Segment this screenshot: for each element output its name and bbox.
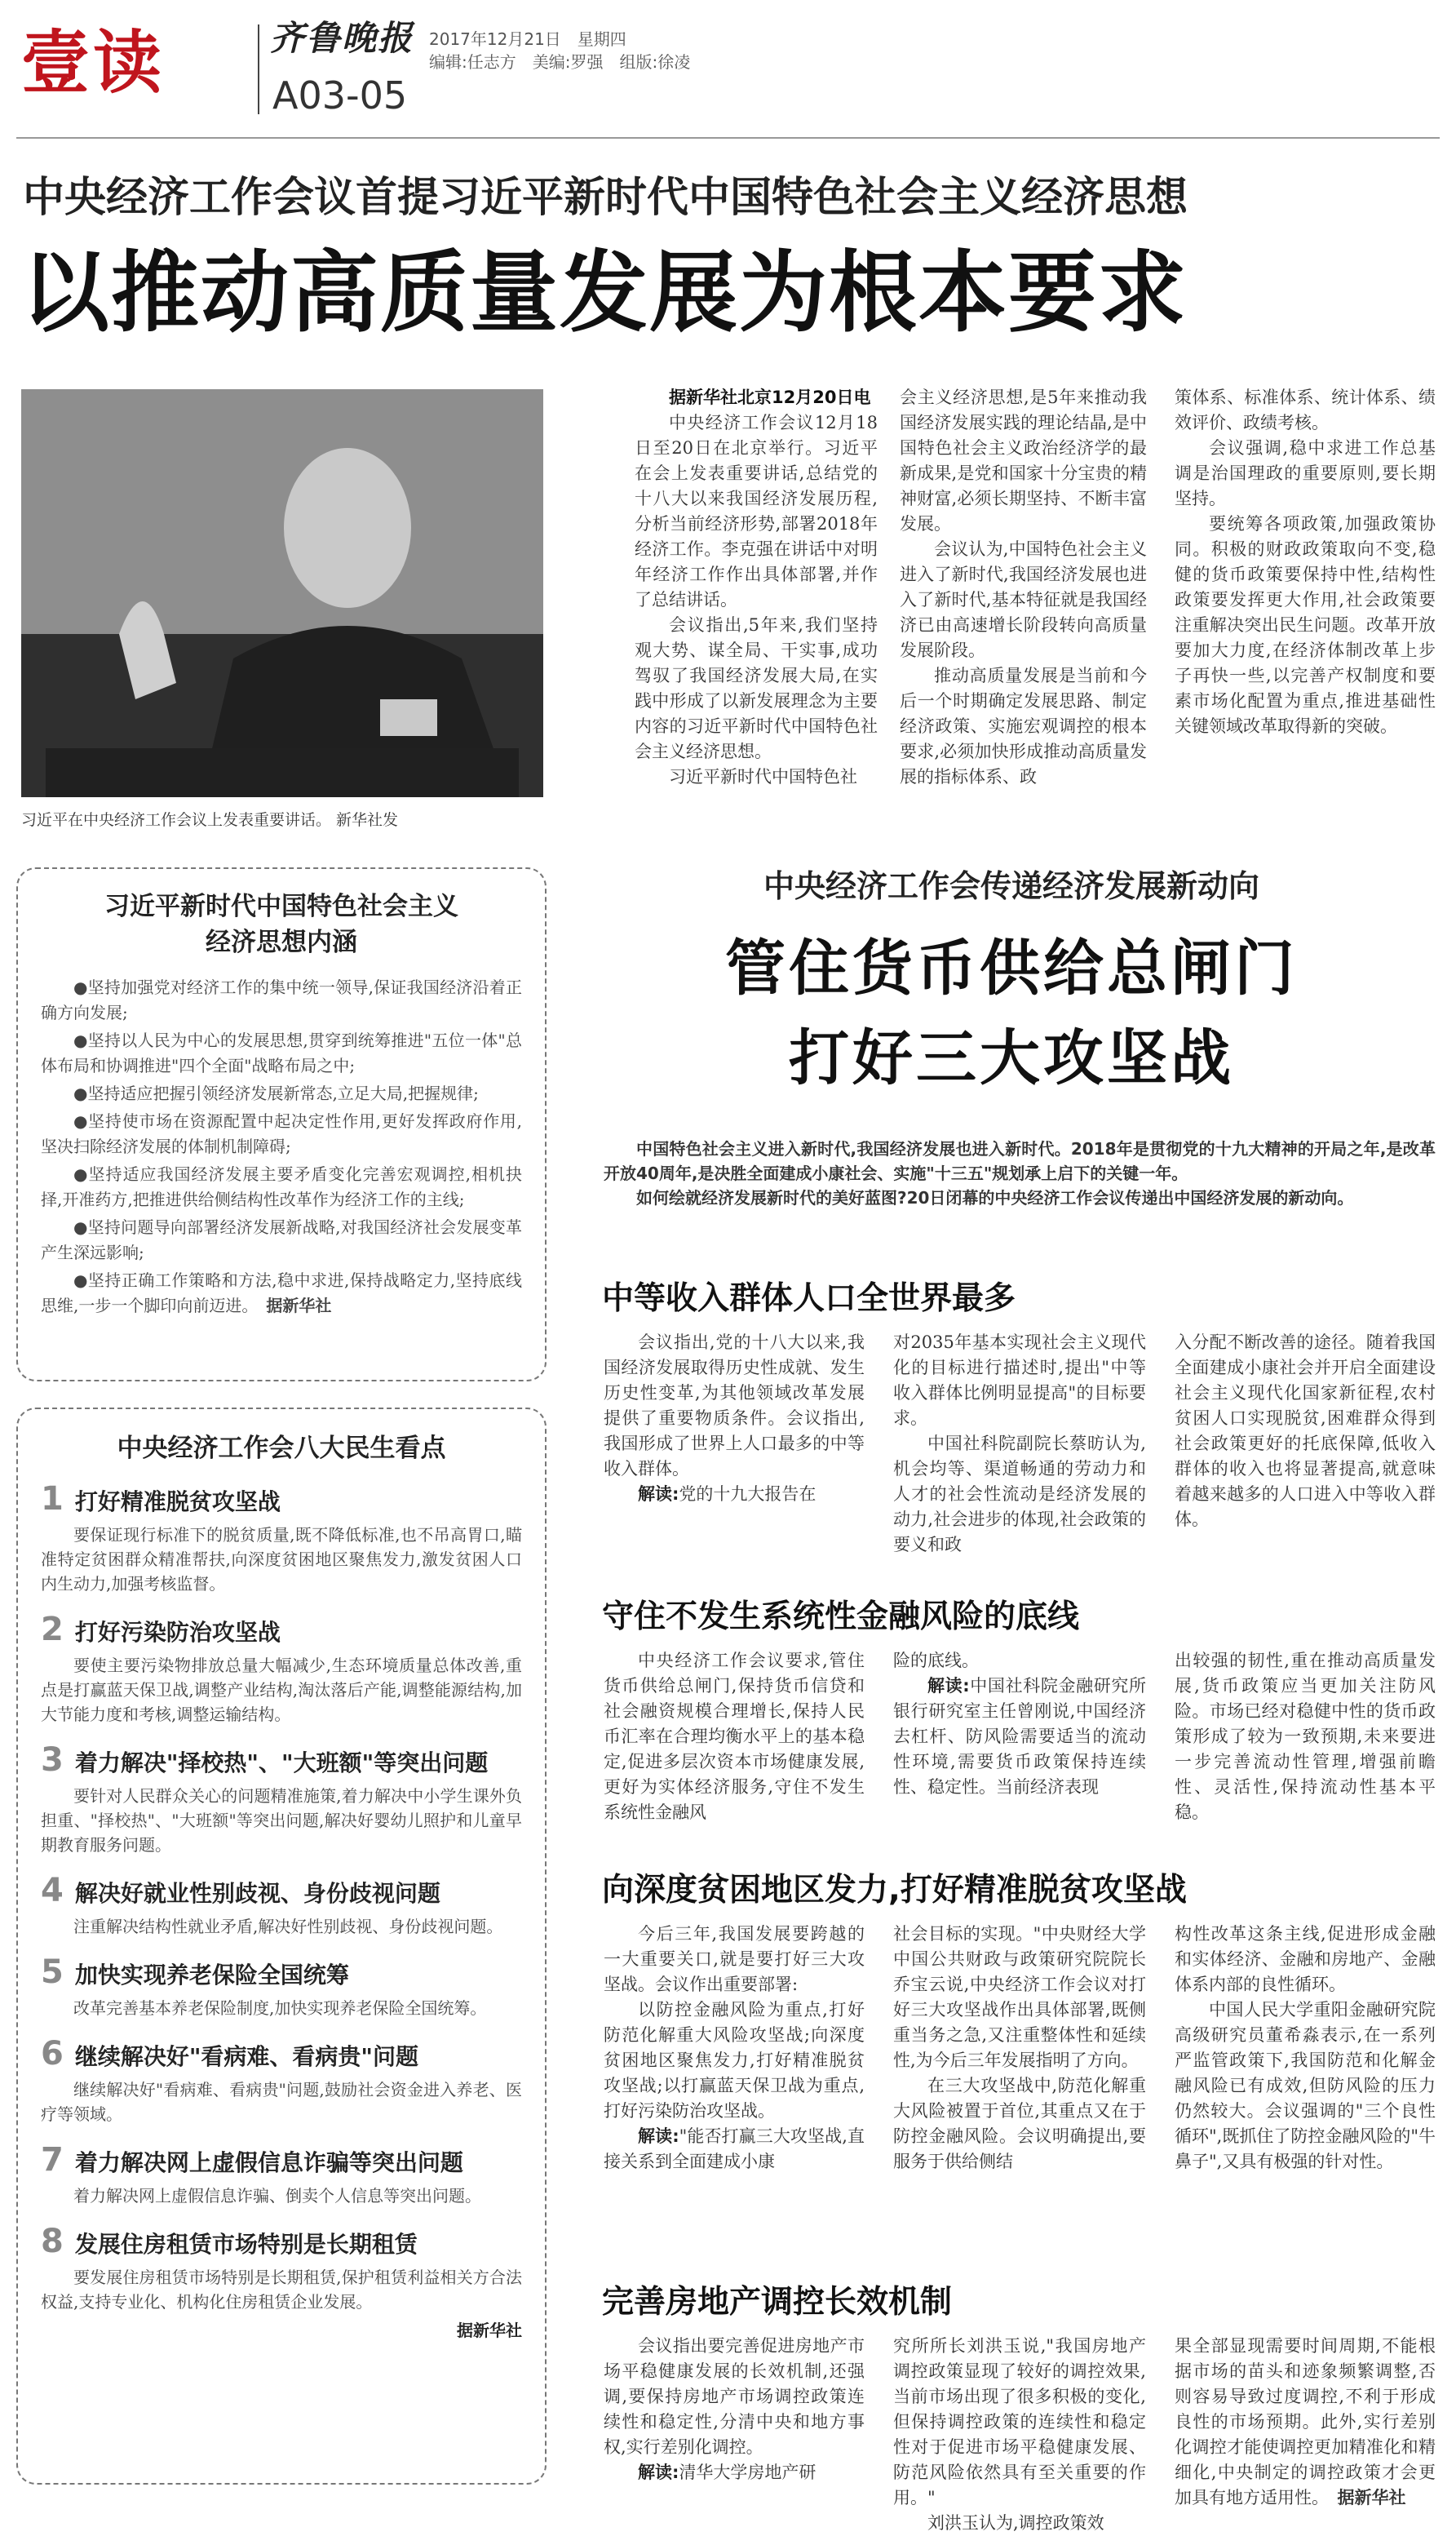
photo-caption: 习近平在中央经济工作会议上发表重要讲话。 新华社发 [21,811,399,829]
thought-item: ●坚持使市场在资源配置中起决定性作用,更好发挥政府作用,坚决扫除经济发展的体制机制障碍; [41,1111,522,1156]
box-title-line-1: 习近平新时代中国特色社会主义 [104,892,458,921]
paragraph: 构性改革这条主线,促进形成金融和实体经济、金融和房地产、金融体系内部的良性循环。 [1175,1924,1436,1994]
section-column [893,1922,1146,2256]
lead-headline: 以推动高质量发展为根本要求 [21,242,1188,344]
section-column [893,2334,1146,2533]
dateline: 据新华社北京12月20日电 [669,388,871,407]
analysis-label: 解读: [638,2463,679,2482]
paragraph-text: 党的十九大报告在 [679,1484,817,1504]
lead-column-1 [635,385,878,797]
thought-item: ●坚持适应把握引领经济发展新常态,立足大局,把握规律; [73,1084,479,1103]
paragraph: 究所所长刘洪玉说,"我国房地产调控政策显现了较好的调控效果,当前市场出现了很多积极的变化,但保持调控政策的连续性和稳定性对于促进市场平稳健康发展、防范风险依然具有至关重要的作用。" [893,2336,1146,2507]
source-credit: 据新华社 [1337,2488,1406,2507]
thought-list [41,975,522,1319]
thought-item: ●坚持问题导向部署经济发展新战略,对我国经济社会发展变革产生深远影响; [41,1217,522,1262]
box-title: 中央经济工作会八大民生看点 [117,1434,446,1463]
page-number: A03-05 [272,73,408,117]
thought-item [41,1268,522,1319]
item-number: 6 [41,2035,64,2073]
paragraph: 会议指出,5年来,我们坚持观大势、谋全局、干实事,成功驾驭了我国经济发展大局,在实践中形成了以新发展理念为主要内容的习近平新时代中国特色社会主义经济思想。 [635,615,878,761]
item-body: 着力解决网上虚假信息诈骗、倒卖个人信息等突出问题。 [73,2186,481,2206]
item-head [41,2223,522,2260]
section-title: 壹读 [21,23,166,103]
item-title: 发展住房租赁市场特别是长期租赁 [74,2231,418,2258]
item-title: 着力解决"择校热"、"大班额"等突出问题 [74,1749,489,1776]
analysis-label: 解读: [638,2126,679,2146]
item-head [41,2141,522,2179]
item-number: 4 [41,1872,64,1909]
paragraph: 策体系、标准体系、统计体系、绩效评价、政绩考核。 [1175,388,1436,432]
item-head [41,1872,522,1909]
paragraph: 习近平新时代中国特色社 [669,767,857,787]
lead-column-3 [1175,385,1436,797]
thought-item: ●坚持适应我国经济发展主要矛盾变化完善宏观调控,相机抉择,开准药方,把推进供给侧结构性改革作为经济工作的主线; [41,1164,522,1209]
paragraph [893,1674,1146,1800]
second-intro [604,1137,1436,1210]
paragraph: 会议强调,稳中求进工作总基调是治国理政的重要原则,要长期坚持。 [1175,438,1436,508]
livelihood-item [41,1953,522,2020]
item-number: 3 [41,1741,64,1779]
paragraph [604,2460,865,2485]
paragraph-text: 清华大学房地产研 [679,2463,817,2482]
paragraph: 社会目标的实现。"中央财经大学中国公共财政与政策研究院院长乔宝云说,中央经济工作会议对打好三大攻坚战作出具体部署,既侧重当务之急,又注重整体性和延续性,为今后三年发展指明了方向。 [893,1924,1146,2070]
livelihood-box [16,1408,547,2485]
paragraph: 今后三年,我国发展要跨越的一大重要关口,就是要打好三大攻坚战。会议作出重要部署: [604,1924,865,1994]
item-head [41,1480,522,1518]
paragraph: 在三大攻坚战中,防范化解重大风险被置于首位,其重点又在于防控金融风险。会议明确提出,要服务于供给侧结 [893,2076,1146,2171]
section-title: 向深度贫困地区发力,打好精准脱贫攻坚战 [602,1872,1187,1909]
item-number: 1 [41,1480,64,1518]
thought-item-text: ●坚持正确工作策略和方法,稳中求进,保持战略定力,坚持底线思维,一步一个脚印向前迈进。 [41,1270,522,1315]
item-head [41,1953,522,1991]
source-credit: 据新华社 [266,1296,332,1315]
item-title: 继续解决好"看病难、看病贵"问题 [74,2043,419,2070]
section-title: 完善房地产调控长效机制 [602,2284,953,2321]
paragraph: 以防控金融风险为重点,打好防范化解重大风险攻坚战;向深度贫困地区聚焦发力,打好精准脱贫攻坚战;以打赢蓝天保卫战为重点,打好污染防治攻坚战。 [604,2000,865,2121]
section-column [893,1648,1146,1844]
lead-photo [21,389,543,797]
paragraph-text: "能否打赢三大攻坚战,直接关系到全面建成小康 [604,2126,865,2171]
section-title: 守住不发生系统性金融风险的底线 [602,1598,1080,1635]
second-headline-1: 管住货币供给总闸门 [725,933,1298,1004]
intro-paragraph: 中国特色社会主义进入新时代,我国经济发展也进入新时代。2018年是贯彻党的十九大精神的开局之年,是改革开放40周年,是决胜全面建成小康社会、实施"十三五"规划承上启下的关键一年。 [604,1139,1436,1183]
paragraph [1175,2334,1436,2511]
livelihood-item [41,2141,522,2208]
masthead [21,8,1441,131]
section-column [604,2334,865,2489]
box-title-line-2: 经济思想内涵 [206,928,357,957]
item-title: 打好精准脱贫攻坚战 [74,1488,281,1515]
paragraph [604,1482,865,1507]
item-number: 5 [41,1953,64,1991]
editor-credits: 编辑:任志方 美编:罗强 组版:徐凌 [429,52,691,72]
livelihood-item [41,1611,522,1727]
item-head [41,1741,522,1779]
item-head [41,2035,522,2073]
item-body: 继续解决好"看病难、看病贵"问题,鼓励社会资金进入养老、医疗等领域。 [41,2080,522,2124]
issue-date: 2017年12月21日 星期四 [429,29,626,49]
newspaper-logo: 齐鲁晚报 [270,18,414,58]
lead-column-2 [900,385,1147,797]
item-body: 要发展住房租赁市场特别是长期租赁,保护租赁利益相关方合法权益,支持专业化、机构化住房租赁企业发展。 [41,2268,522,2312]
item-body: 注重解决结构性就业矛盾,解决好性别歧视、身份歧视问题。 [73,1917,503,1936]
header-rule [16,137,1440,139]
paragraph: 中国人民大学重阳金融研究院高级研究员董希淼表示,在一系列严监管政策下,我国防范和化解金融风险已有成效,但防风险的压力仍然较大。会议强调的"三个良性循环",既抓住了防控金融风险的"牛鼻子",又具有极强的针对性。 [1175,2000,1436,2171]
paragraph [604,2124,865,2175]
section-title: 中等收入群体人口全世界最多 [602,1280,1016,1317]
livelihood-item [41,1741,522,1857]
analysis-label: 解读: [638,1484,679,1504]
paragraph: 中国社科院副院长蔡昉认为,机会均等、渠道畅通的劳动力和人才的社会性流动是经济发展的动力,社会进步的体现,社会政策的要义和政 [893,1434,1146,1554]
livelihood-item [41,2223,522,2341]
paragraph: 中央经济工作会议要求,管住货币供给总闸门,保持货币信贷和社会融资规模合理增长,保持人民币汇率在合理均衡水平上的基本稳定,促进多层次资本市场健康发展,更好为实体经济服务,守住不发生系统性金融风 [604,1651,865,1822]
livelihood-item [41,1480,522,1596]
second-headline-2: 打好三大攻坚战 [789,1023,1234,1093]
section-column [1175,1648,1436,1844]
paragraph: 出较强的韧性,重在推动高质量发展,货币政策应当更加关注防风险。市场已经对稳健中性的货币政策形成了较为一致预期,未来要进一步完善流动性管理,增强前瞻性、灵活性,保持流动性基本平稳。 [1175,1651,1436,1822]
paragraph-text: 中国社科院金融研究所银行研究室主任曾刚说,中国经济去杠杆、防风险需要适当的流动性环境,需要货币政策保持连续性、稳定性。当前经济表现 [893,1676,1146,1797]
item-body: 要保证现行标准下的脱贫质量,既不降低标准,也不吊高胃口,瞄准特定贫困群众精准帮扶,向深度贫困地区聚焦发力,激发贫困人口内生动力,加强考核监督。 [41,1525,522,1594]
section-column [604,1330,865,1567]
source-credit: 据新华社 [457,2321,522,2340]
paragraph: 刘洪玉认为,调控政策效 [927,2513,1104,2533]
item-title: 解决好就业性别歧视、身份歧视问题 [74,1880,440,1907]
paragraph: 中央经济工作会议12月18日至20日在北京举行。习近平在会上发表重要讲话,总结党的十八大以来我国经济发展历程,分析当前经济形势,部署2018年经济工作。李克强在讲话中对明年经济工作作出具体部署,并作了总结讲话。 [635,413,878,610]
item-body: 改革完善基本养老保险制度,加快实现养老保险全国统筹。 [73,1998,487,2018]
paragraph: 会议认为,中国特色社会主义进入了新时代,我国经济发展也进入了新时代,基本特征就是我国经济已由高速增长阶段转向高质量发展阶段。 [900,539,1147,660]
item-body: 要针对人民群众关心的问题精准施策,着力解决中小学生课外负担重、"择校热"、"大班额"等突出问题,解决好婴幼儿照护和儿童早期教育服务问题。 [41,1786,522,1855]
item-number: 2 [41,1611,64,1648]
paragraph: 要统筹各项政策,加强政策协同。积极的财政政策取向不变,稳健的货币政策要保持中性,结构性政策要发挥更大作用,社会政策要注重解决突出民生问题。改革开放要加大力度,在经济体制改革上步子再快一些,以完善产权制度和要素市场化配置为重点,推进基础性关键领域改革取得新的突破。 [1175,514,1436,736]
economic-thought-box [16,867,547,1381]
item-title: 打好污染防治攻坚战 [74,1619,281,1646]
section-column [1175,1330,1436,1567]
second-kicker: 中央经济工作会传递经济发展新动向 [763,868,1259,904]
paragraph: 会议指出,党的十八大以来,我国经济发展取得历史性成就、发生历史性变革,为其他领域改革发展提供了重要物质条件。会议指出,我国形成了世界上人口最多的中等收入群体。 [604,1332,865,1479]
paragraph: 对2035年基本实现社会主义现代化的目标进行描述时,提出"中等收入群体比例明显提高"的目标要求。 [893,1332,1146,1428]
section-column [604,1922,865,2256]
item-body: 要使主要污染物排放总量大幅减少,生态环境质量总体改善,重点是打赢蓝天保卫战,调整产业结构,淘汰落后产能,调整能源结构,加大节能力度和考核,调整运输结构。 [41,1656,522,1724]
thought-item: ●坚持加强党对经济工作的集中统一领导,保证我国经济沿着正确方向发展; [41,978,522,1022]
livelihood-item [41,2035,522,2126]
item-number: 7 [41,2141,64,2179]
box-title [41,889,522,960]
intro-paragraph: 如何绘就经济发展新时代的美好蓝图?20日闭幕的中央经济工作会议传递出中国经济发展的新动向。 [636,1188,1354,1208]
thought-item: ●坚持以人民为中心的发展思想,贯穿到统筹推进"五位一体"总体布局和协调推进"四个全面"战略布局之中; [41,1031,522,1075]
paragraph: 推动高质量发展是当前和今后一个时期确定发展思路、制定经济政策、实施宏观调控的根本要求,必须加快形成推动高质量发展的指标体系、政 [900,666,1147,787]
paragraph: 险的底线。 [893,1651,979,1670]
paragraph: 入分配不断改善的途径。随着我国全面建成小康社会并开启全面建设社会主义现代化国家新征程,农村贫困人口实现脱贫,困难群众得到社会政策更好的托底保障,低收入群体的收入也将显著提高,就意味着越来越多的人口进入中等收入群体。 [1175,1332,1436,1529]
paragraph-text: 果全部显现需要时间周期,不能根据市场的苗头和迹象频繁调整,否则容易导致过度调控,不利于形成良性的市场预期。此外,实行差别化调控才能使调控更加精准化和精细化,中央制定的调控政策才会更加具有地方适用性。 [1175,2336,1436,2507]
livelihood-item [41,1872,522,1939]
paragraph: 会议指出要完善促进房地产市场平稳健康发展的长效机制,还强调,要保持房地产市场调控政策连续性和稳定性,分清中央和地方事权,实行差别化调控。 [604,2336,865,2457]
lead-kicker: 中央经济工作会议首提习近平新时代中国特色社会主义经济思想 [23,174,1188,222]
analysis-label: 解读: [927,1676,970,1696]
section-column [1175,1922,1436,2256]
section-column [1175,2334,1436,2507]
item-title: 加快实现养老保险全国统筹 [74,1962,349,1988]
section-column [893,1330,1146,1567]
item-title: 着力解决网上虚假信息诈骗等突出问题 [74,2149,463,2176]
header-divider [258,24,259,114]
item-head [41,1611,522,1648]
photo-figure [21,389,543,797]
section-column [604,1648,865,1844]
paragraph: 会主义经济思想,是5年来推动我国经济发展实践的理论结晶,是中国特色社会主义政治经济学的最新成果,是党和国家十分宝贵的精神财富,必须长期坚持、不断丰富发展。 [900,388,1147,534]
item-number: 8 [41,2223,64,2260]
